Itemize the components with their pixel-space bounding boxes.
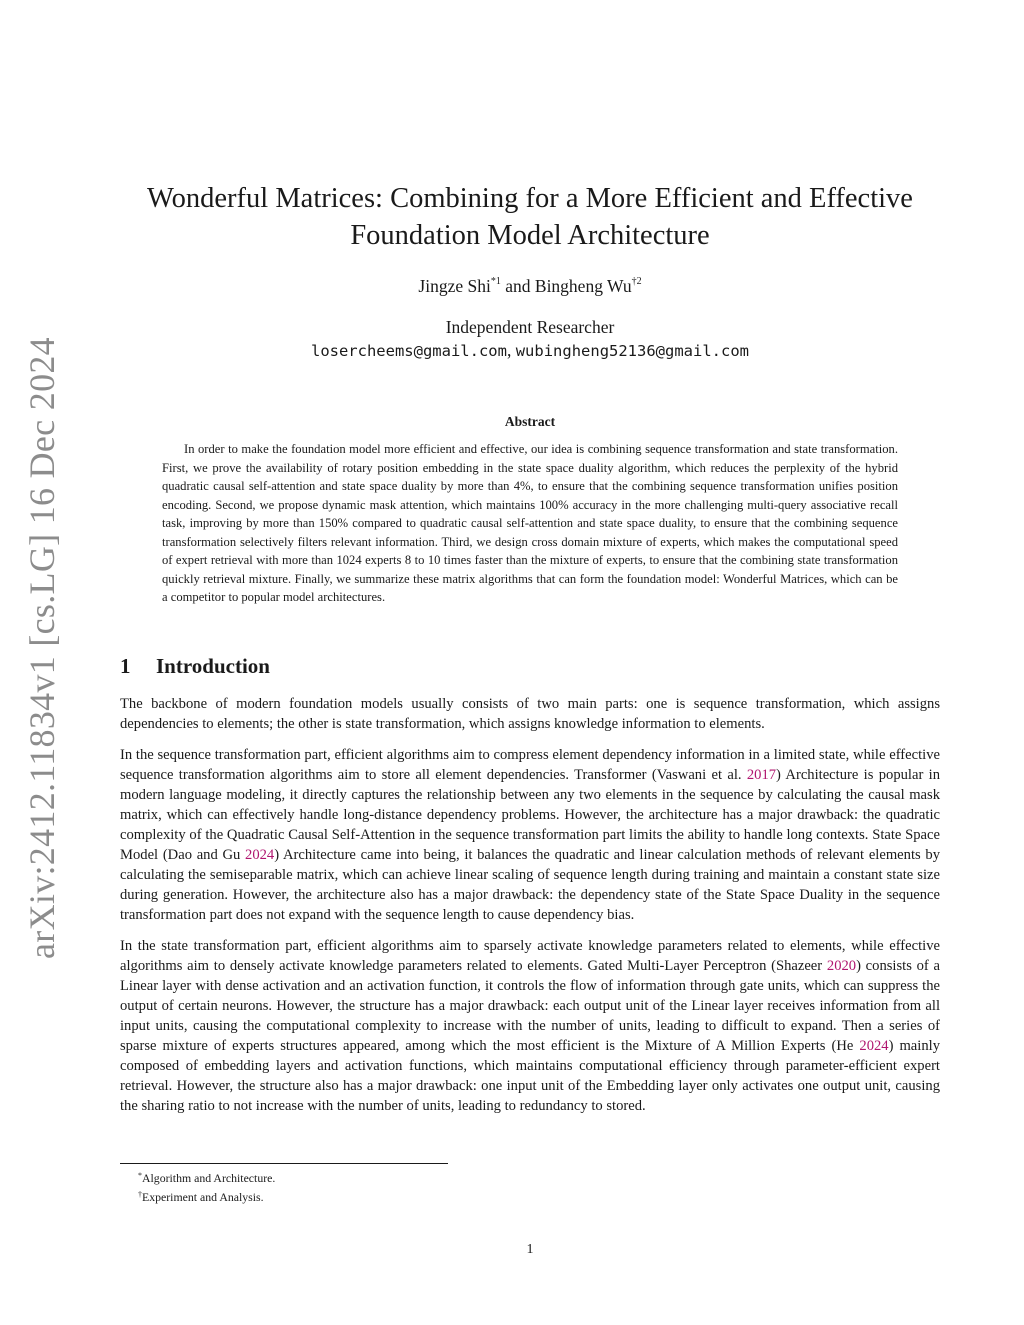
section-heading — [120, 654, 270, 679]
email-1[interactable]: losercheems@gmail.com — [310, 342, 507, 360]
footnotes — [138, 1168, 275, 1205]
paragraph-3-part-a: In the state transformation part, efficient algorithms aim to sparsely activate knowledge parameters related to elements, while effective algorithms aim to densely activate knowledge parameters related to elements. Gated Multi-Layer Perceptron (Shazeer — [120, 938, 940, 974]
footnote-2-text: Experiment and Analysis. — [142, 1189, 264, 1204]
citation-link[interactable]: 2024 — [245, 847, 275, 863]
email-2[interactable]: wubingheng52136@gmail.com — [515, 342, 749, 360]
title-line-1: Wonderful Matrices: Combining for a More Efficient and Effective — [147, 183, 913, 214]
title-line-2: Foundation Model Architecture — [350, 220, 710, 251]
affiliation: Independent Researcher — [445, 317, 615, 337]
citation-link[interactable]: 2017 — [746, 767, 777, 783]
paragraph-1: The backbone of modern foundation models usually consists of two main parts: one is sequence transformation, which assigns dependencies to elements; the other is state transformation, which assigns knowledge information to elements. — [120, 696, 940, 732]
paragraph-2 — [120, 745, 940, 925]
footnote-1-mark: * — [138, 1171, 142, 1180]
citation-link[interactable]: 2024 — [859, 1038, 889, 1054]
paragraph-2-part-a: In the sequence transformation part, efficient algorithms aim to compress element dependency information in a limited state, while effective sequence transformation algorithms aim to store all element dependencies. Transformer (Vaswani et al. — [120, 747, 940, 783]
author-2-marks: †2 — [631, 276, 642, 287]
email-separator: , — [506, 340, 516, 360]
arxiv-sidebar — [12, 336, 72, 959]
section-number: 1 — [120, 654, 131, 678]
paragraph-3-part-c: ) mainly composed of embedding layers and activation functions, which maintains computational efficiency through parameter-efficient expert retrieval. However, the structure also has a major drawback: one input unit of the Embedding layer only activates one output unit, causing the sharing ratio to not increase with the number of units, leading to redundancy to stored. — [120, 1038, 940, 1114]
author-1: Jingze Shi — [418, 276, 491, 296]
author-1-marks: *1 — [490, 276, 501, 287]
author-2: Bingheng Wu — [534, 276, 632, 296]
page-number: 1 — [526, 1242, 534, 1257]
paper-title — [80, 180, 980, 254]
footnote-2-mark: † — [138, 1189, 142, 1199]
footnote-1-text: Algorithm and Architecture. — [142, 1171, 276, 1185]
affiliation-block — [120, 316, 940, 363]
footnote-divider — [120, 1163, 448, 1164]
paragraph-2-part-b: ) Architecture is popular in modern language modeling, it directly captures the relationship between any two elements in the sequence by calculating the causal mask matrix, which can effectively handle long-distance dependency problems. However, the architecture has a major drawback: the quadratic complexity of the Quadratic Causal Self-Attention in the sequence transformation part limits the ability to handle long contexts. State Space Model (Dao and Gu — [120, 767, 940, 863]
abstract-text: In order to make the foundation model more efficient and effective, our idea is combining sequence transformation and state transformation. First, we prove the availability of rotary position embedding in the state space duality algorithm, which reduces the perplexity of the hybrid quadratic causal self-attention and state space duality by more than 4%, to ensure that the combining sequence transformation unifies position encoding. Second, we propose dynamic mask attention, which maintains 100% accuracy in the more challenging multi-query associative recall task, improving by more than 150% compared to quadratic causal self-attention and state space duality, to ensure that the combining sequence transformation selectively filters relevant information. Third, we design cross domain mixture of experts, which makes the computational speed of expert retrieval with more than 1024 experts 8 to 10 times faster than the mixture of experts, to ensure that the combining state transformation quickly retrieval mixture. Finally, we summarize these matrix algorithms that can form the foundation model: Wonderful Matrices, which can be a competitor to popular model architectures. — [162, 442, 898, 604]
paragraph-2-part-c: ) Architecture came into being, it balances the quadratic and linear calculation methods of relevant elements by calculating the semiseparable matrix, which can achieve linear scaling of sequence length during training and maintain a constant state size during generation. However, the architecture also has a major drawback: the dependency state of the State Space Duality in the sequence transformation part does not expand with the sequence length to cause dependency bias. — [120, 847, 940, 923]
arxiv-identifier: arXiv:2412.11834v1 [cs.LG] 16 Dec 2024 — [22, 336, 63, 959]
section-body — [120, 694, 940, 1127]
section-title: Introduction — [156, 654, 270, 678]
footnote-1 — [138, 1168, 275, 1187]
paragraph-3 — [120, 936, 940, 1116]
author-connector: and — [500, 276, 535, 296]
citation-link[interactable]: 2020 — [826, 958, 857, 974]
paragraph-3-part-b: ) consists of a Linear layer with dense activation and an activation function, it controls the flow of information through gate units, which can suppress the output of certain neurons. However, the structure has a major drawback: each output unit of the Linear layer receives information from all input units, causing the computational complexity to increase with the number of units, leading to difficult to expand. Then a series of sparse mixture of experts structures appeared, among which the most efficient is the Mixture of A Million Experts (He — [120, 958, 940, 1054]
author-list — [120, 276, 940, 297]
abstract-heading: Abstract — [504, 414, 556, 429]
footnote-2 — [138, 1187, 275, 1206]
